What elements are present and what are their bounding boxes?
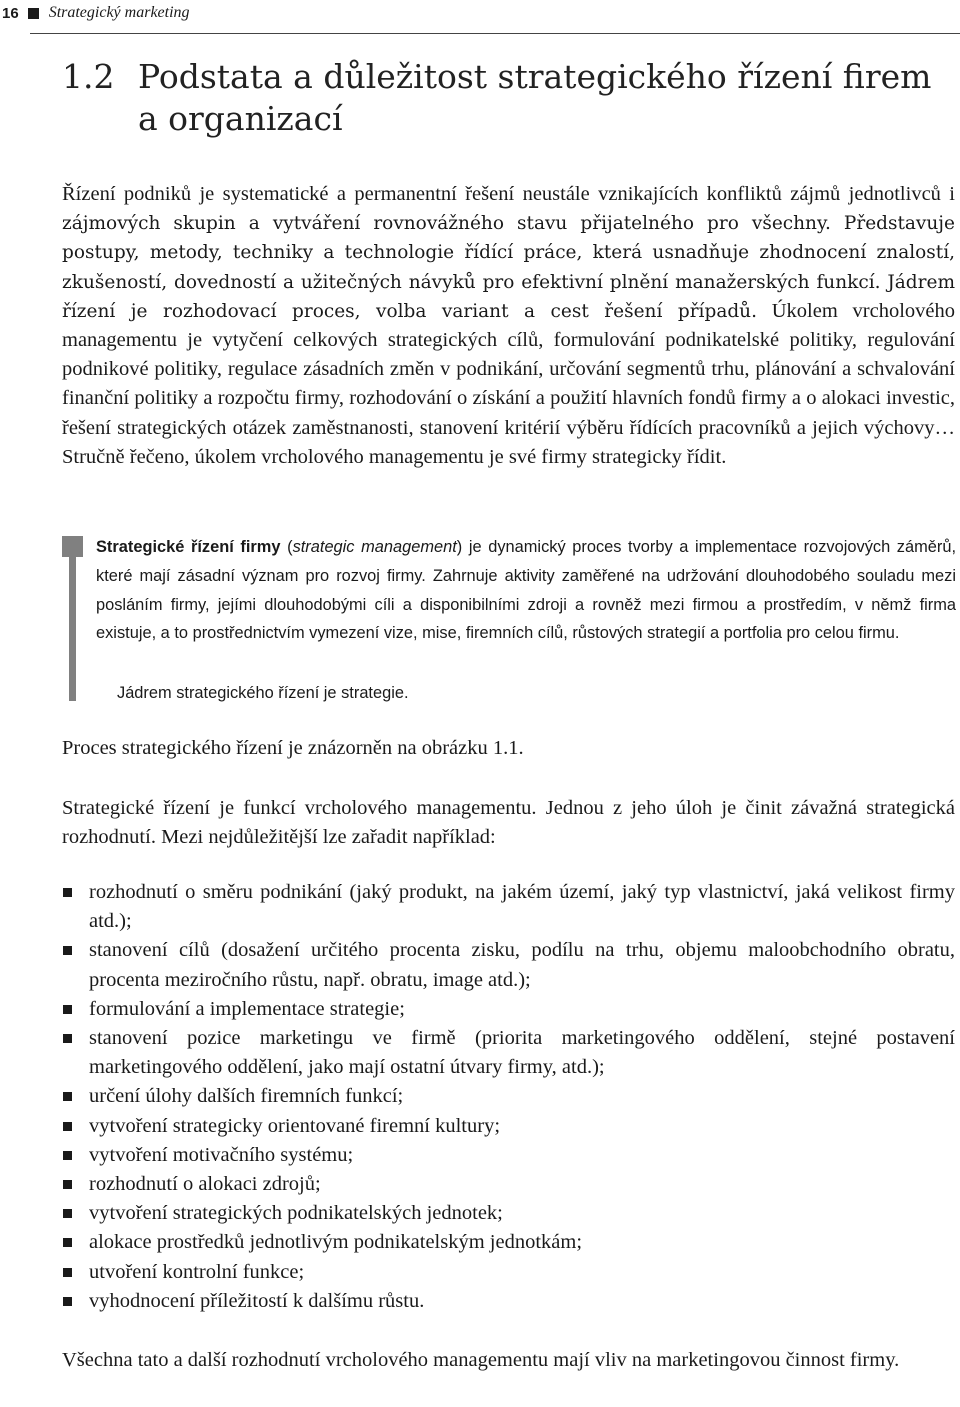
running-head: [0, 0, 190, 26]
paragraph-closing: Všechna tato a další rozhodnutí vrcholového managementu mají vliv na marketingovou činnost firmy.: [62, 1349, 900, 1371]
list-item-text: vyhodnocení příležitostí k dalšímu růstu.: [89, 1289, 425, 1312]
list-item: [62, 878, 955, 936]
bullet-square-icon: [63, 1005, 72, 1014]
list-item-text: alokace prostředků jednotlivým podnikatelským jednotkám;: [89, 1231, 583, 1254]
list-item: [62, 1258, 955, 1287]
list-item: [62, 1170, 955, 1199]
section-title-line2: a organizací: [138, 99, 343, 138]
running-title: Strategický marketing: [48, 4, 190, 21]
running-head-square-icon: [28, 8, 39, 19]
bullet-square-icon: [63, 1268, 72, 1277]
list-item: [62, 1228, 955, 1257]
definition-foreign-term: strategic management: [292, 538, 457, 556]
paragraph-figure-reference: Proces strategického řízení je znázorněn na obrázku 1.1.: [62, 737, 524, 759]
bullet-square-icon: [63, 1092, 72, 1101]
bullet-square-icon: [63, 1180, 72, 1189]
list-item-text: stanovení pozice marketingu ve firmě (priorita marketingového oddělení, stejné postavení marketingového oddělení, jako mají ostatní útvary firmy, atd.);: [89, 1027, 955, 1079]
list-item-text: utvoření kontrolní funkce;: [89, 1260, 305, 1283]
paragraph-intro-part1: Řízení podniků je systematické a permanentní řešení neustále vznikajících konfliktů zájmů jednotlivců i: [62, 183, 955, 205]
paragraph-management-intro: [62, 180, 955, 472]
list-item-text: rozhodnutí o alokaci zdrojů;: [89, 1173, 321, 1196]
bullet-square-icon: [63, 888, 72, 897]
definition-marker-bar: [69, 540, 76, 701]
list-item: [62, 936, 955, 994]
definition-paren-open: (: [287, 538, 293, 556]
paragraph-intro-part2: zájmových skupin a vytváření rovnovážného stavu přijatelného pro všechny. Představuje postupy, metody, techniky a technologie řídící práce, která usnadňuje zhodnocení znalostí, zkušeností, dovedností a užitečných návyků pro efektivní plnění manažerských funkcí. Jádrem řízení je rozhodovací proces, volba variant a cest řešení případů.: [62, 213, 955, 322]
list-item-text: rozhodnutí o směru podnikání (jaký produkt, na jakém území, jaký typ vlastnictví, jaká velikost firmy atd.);: [89, 881, 955, 933]
definition-body: je dynamický proces tvorby a implementace rozvojových záměrů, které mají zásadní význam pro rozvoj firmy. Zahrnuje aktivity zaměřené na udržování dlouhodobého souladu mezi posláním firmy, jejími dlouhodobými cíli a disponibilními zdroji a rovněž mezi firmou a prostředím, v němž firma existuje, a to prostřednictvím vymezení vize, mise, firemních cílů, růstových strategií a portfolia pro celou firmu.: [96, 538, 957, 643]
definition-term: Strategické řízení firmy: [96, 538, 281, 556]
list-item-text: stanovení cílů (dosažení určitého procenta zisku, podílu na trhu, objemu maloobchodního obratu, procenta meziročního růstu, např. obratu, image atd.);: [89, 939, 955, 991]
header-rule: [30, 33, 960, 34]
bullet-square-icon: [63, 1122, 72, 1131]
section-title-line1: Podstata a důležitost strategického řízení firem: [138, 57, 932, 96]
bullet-square-icon: [63, 1297, 72, 1306]
list-item-text: formulování a implementace strategie;: [89, 997, 405, 1020]
list-item: [62, 1199, 955, 1228]
list-item-text: vytvoření motivačního systému;: [89, 1143, 354, 1166]
list-item: [62, 1024, 955, 1082]
paragraph-intro-part3: Úkolem vrcholového managementu je vytyčení celkových strategických cílů, formulování podnikatelské politiky, regulování podnikové politiky, regulace zásadních změn v podnikání, určování segmentů trhu, plánování a schvalování finanční politiky a rozpočtu firmy, rozhodování o získání a použití hlavních fondů firmy a o alokaci investic, řešení strategických otázek zaměstnanosti, stanovení kritérií výběru řídících pracovníků a jejich výchovy… Stručně řečeno, úkolem vrcholového managementu je své firmy strategicky řídit.: [62, 299, 955, 468]
list-item: [62, 1287, 955, 1316]
section-number: 1.2: [62, 57, 115, 96]
paragraph-top-management: Strategické řízení je funkcí vrcholového managementu. Jednou z jeho úloh je činit závažná strategická rozhodnutí. Mezi nejdůležitější lze zařadit například:: [62, 797, 955, 849]
bullet-square-icon: [63, 1034, 72, 1043]
list-item-text: vytvoření strategických podnikatelských jednotek;: [89, 1202, 503, 1225]
definition-paren-close: ): [456, 538, 463, 556]
decision-list: [62, 878, 955, 1316]
bullet-square-icon: [63, 946, 72, 955]
bullet-square-icon: [63, 1209, 72, 1218]
bullet-square-icon: [63, 1238, 72, 1247]
list-item-text: vytvoření strategicky orientované firemní kultury;: [89, 1114, 501, 1137]
definition-text: [96, 533, 956, 648]
definition-box: [62, 531, 955, 707]
definition-marker-icon: [62, 536, 83, 557]
list-item: [62, 995, 955, 1024]
list-item: [62, 1112, 955, 1141]
list-item: [62, 1082, 955, 1111]
list-item: [62, 1141, 955, 1170]
page-number: 16: [2, 4, 19, 22]
section-heading: [62, 56, 942, 140]
definition-summary: Jádrem strategického řízení je strategie.: [117, 684, 409, 702]
list-item-text: určení úlohy dalších firemních funkcí;: [89, 1085, 404, 1108]
bullet-square-icon: [63, 1151, 72, 1160]
